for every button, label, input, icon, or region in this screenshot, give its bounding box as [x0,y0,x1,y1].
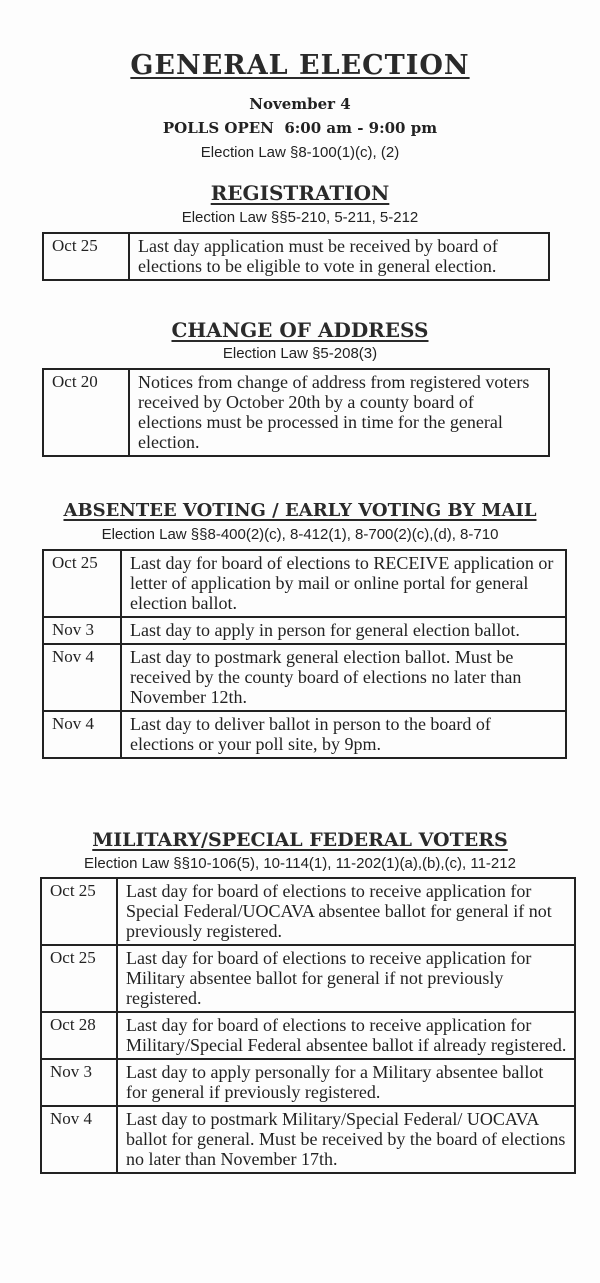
row-date: Oct 20 [43,369,129,456]
table-row [41,1106,575,1173]
election-date: November 4 [249,95,351,113]
row-description: Last day to apply personally for a Military absentee ballot for general if previously registered. [117,1059,575,1106]
table-row [43,617,566,644]
table-row [41,1012,575,1059]
row-date: Nov 4 [43,644,121,711]
row-description: Last day to postmark Military/Special Federal/ UOCAVA ballot for general. Must be received by the board of elections no later than November 17th. [117,1106,575,1173]
row-date: Oct 25 [43,550,121,617]
row-date: Oct 28 [41,1012,117,1059]
table-row [43,644,566,711]
table-row [43,233,549,280]
row-date: Nov 4 [41,1106,117,1173]
registration-table [42,232,550,281]
absentee-heading: ABSENTEE VOTING / EARLY VOTING BY MAIL [63,500,537,521]
change-of-address-election-law: Election Law §5-208(3) [222,345,378,362]
row-date: Nov 4 [43,711,121,758]
table-row [43,369,549,456]
row-description: Last day application must be received by board of elections to be eligible to vote in general election. [129,233,549,280]
row-date: Oct 25 [43,233,129,280]
row-description: Last day for board of elections to receive application for Military/Special Federal absentee ballot if already registered. [117,1012,575,1059]
row-date: Oct 25 [41,878,117,945]
row-date: Nov 3 [43,617,121,644]
polls-open-hours: POLLS OPEN 6:00 am - 9:00 pm [162,119,438,137]
table-row [41,878,575,945]
row-date: Oct 25 [41,945,117,1012]
row-description: Notices from change of address from registered voters received by October 20th by a county board of elections must be processed in time for the general election. [129,369,549,456]
registration-election-law: Election Law §§5-210, 5-211, 5-212 [181,209,419,226]
military-election-law: Election Law §§10-106(5), 10-114(1), 11-202(1)(a),(b),(c), 11-212 [84,855,516,872]
row-description: Last day to deliver ballot in person to the board of elections or your poll site, by 9pm. [121,711,566,758]
table-row [43,550,566,617]
row-date: Nov 3 [41,1059,117,1106]
header-election-law: Election Law §8-100(1)(c), (2) [200,144,400,161]
row-description: Last day for board of elections to receive application for Military absentee ballot for general if not previously registered. [117,945,575,1012]
row-description: Last day to postmark general election ballot. Must be received by the county board of elections no later than November 12th. [121,644,566,711]
change-of-address-heading: CHANGE OF ADDRESS [171,318,429,342]
registration-heading: REGISTRATION [210,181,390,205]
row-description: Last day to apply in person for general election ballot. [121,617,566,644]
military-table [40,877,576,1174]
table-row [41,945,575,1012]
table-row [43,711,566,758]
page-title: GENERAL ELECTION [130,50,470,81]
change-of-address-table [42,368,550,457]
absentee-table [42,549,567,759]
military-heading: MILITARY/SPECIAL FEDERAL VOTERS [92,829,508,851]
row-description: Last day for board of elections to receive application for Special Federal/UOCAVA absentee ballot for general if not previously registered. [117,878,575,945]
table-row [41,1059,575,1106]
absentee-election-law: Election Law §§8-400(2)(c), 8-412(1), 8-700(2)(c),(d), 8-710 [101,526,499,543]
row-description: Last day for board of elections to RECEIVE application or letter of application by mail or online portal for general election ballot. [121,550,566,617]
